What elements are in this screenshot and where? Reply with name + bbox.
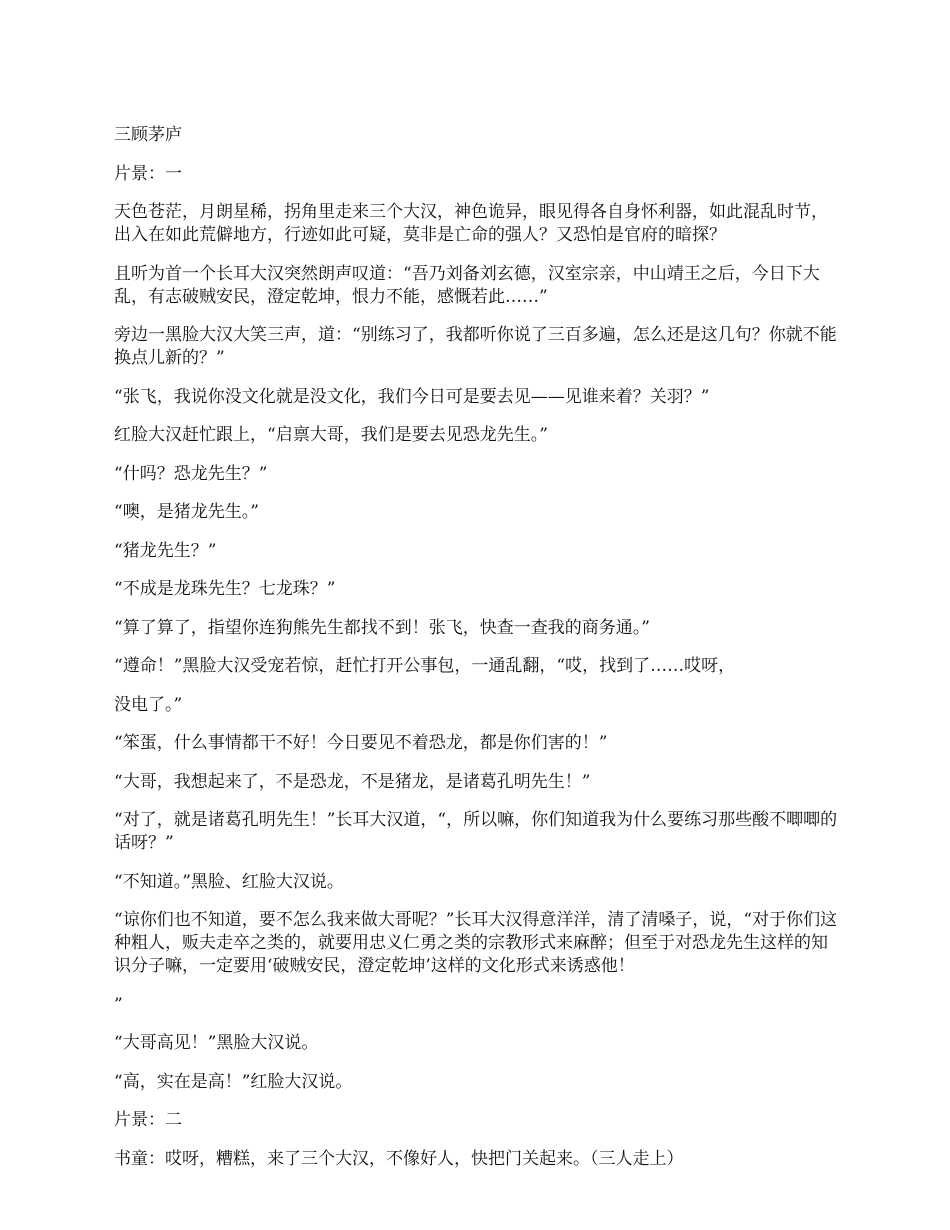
scene-heading: 片景：二	[114, 1110, 182, 1130]
paragraph: 没电了。”	[114, 694, 183, 715]
paragraph: 红脸大汉赶忙跟上，“启禀大哥，我们是要去见恐龙先生。”	[114, 425, 548, 445]
paragraph: “噢，是猪龙先生。”	[114, 502, 259, 522]
paragraph: 天色苍茫，月朗星稀，拐角里走来三个大汉，神色诡异，眼见得各自身怀利器，如此混乱时节，出入在如此荒僻地方，行迹如此可疑，莫非是亡命的强人？又恐怕是官府的暗探？	[114, 202, 828, 245]
paragraph: “猪龙先生？”	[114, 540, 217, 561]
paragraph: ”	[114, 994, 123, 1015]
paragraph: “张飞，我说你没文化就是没文化，我们今日可是要去见——见谁来着？关羽？”	[114, 386, 710, 407]
document-body	[114, 124, 840, 1186]
paragraph: “大哥，我想起来了，不是恐龙，不是猪龙，是诸葛孔明先生！”	[114, 771, 591, 792]
paragraph: “笨蛋，什么事情都干不好！今日要见不着恐龙，都是你们害的！”	[114, 733, 608, 753]
paragraph: “不成是龙珠先生？七龙珠？”	[114, 579, 336, 599]
paragraph: 书童：哎呀，糟糕，来了三个大汉，不像好人，快把门关起来。（三人走上）	[114, 1148, 684, 1169]
scene-heading: 片景：一	[114, 163, 182, 184]
document-title: 三顾茅庐	[114, 125, 182, 145]
paragraph: “谅你们也不知道，要不怎么我来做大哥呢？”长耳大汉得意洋洋，清了清嗓子，说，“对于你们这种粗人，贩夫走卒之类的，就要用忠义仁勇之类的宗教形式来麻醉；但至于对恐龙先生这样的知识分子嘛，一定要用‘破贼安民，澄定乾坤’这样的文化形式来诱惑他！	[114, 910, 838, 976]
paragraph: “大哥高见！”黑脸大汉说。	[114, 1033, 319, 1053]
paragraph: “算了算了，指望你连狗熊先生都找不到！张飞，快查一查我的商务通。”	[114, 617, 650, 638]
paragraph: “高，实在是高！”红脸大汉说。	[114, 1071, 353, 1092]
paragraph: “什吗？恐龙先生？”	[114, 463, 268, 484]
paragraph: “对了，就是诸葛孔明先生！”长耳大汉道，“，所以嘛，你们知道我为什么要练习那些酸不唧唧的话呀？”	[114, 810, 838, 853]
paragraph: “遵命！”黑脸大汉受宠若惊，赶忙打开公事包，一通乱翻，“哎，找到了……哎呀，	[114, 656, 736, 676]
paragraph: 旁边一黑脸大汉大笑三声，道：“别练习了，我都听你说了三百多遍，怎么还是这几句？你就不能换点儿新的？”	[114, 325, 837, 368]
paragraph: 且听为首一个长耳大汉突然朗声叹道：“吾乃刘备刘玄德，汉室宗亲，中山靖王之后，今日下大乱，有志破贼安民，澄定乾坤，恨力不能，感慨若此……”	[114, 263, 820, 307]
paragraph: “不知道。”黑脸、红脸大汉说。	[114, 871, 344, 892]
